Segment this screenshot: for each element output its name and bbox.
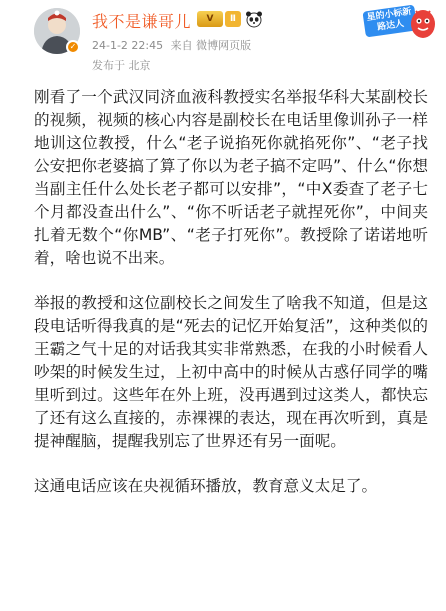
post-location: 发布于 北京: [92, 59, 151, 72]
mascot-icon: [408, 6, 438, 40]
post-meta: [92, 37, 255, 53]
post-content: [34, 86, 428, 498]
post-paragraph-1: 刚看了一个武汉同济血液科教授实名举报华科大某副校长的视频，视频的核心内容是副校长在电话里像训孙子一样地训这位教授，什么“老子说掐死你就掐死你”、“老子找公安把你老婆搞了算了你以为老子搞不定吗”、什么“你想当副主任什么处长老子都可以安排”，“中X委查了老子七个月都没查出什么”、“你不听话老子就捏死你”，中间夹扎着无数个“你MB”、“老子打死你”。教授除了诺诺地听着，啥也说不出来。: [34, 88, 428, 267]
decorative-sticker: [356, 2, 440, 56]
username[interactable]: 我不是谦哥儿: [92, 12, 192, 31]
post-header: [0, 0, 446, 78]
post-paragraph-3: 这通电话应该在央视循环播放，教育意义太足了。: [34, 477, 378, 495]
post-timestamp: 24-1-2 22:45: [92, 39, 164, 52]
post-paragraph-2: 举报的教授和这位副校长之间发生了啥我不知道，但是这段电话听得我真的是“死去的记忆开始复活”，这种类似的王霸之气十足的对话我其实非常熟悉，在我的小时候看人吵架的时候发生过，上初中高中的时候从古惑仔同学的嘴里听到过。这些年在外上班，没再遇到过这类人，都快忘了还有这么直接的，赤裸裸的表达，现在再次听到，真是提神醒脑，提醒我别忘了世界还有另一面呢。: [34, 294, 428, 450]
vip-badge-icon: V: [197, 11, 223, 27]
level-badge-icon: Ⅱ: [225, 11, 241, 27]
post-source[interactable]: 来自 微博网页版: [170, 39, 252, 52]
verified-badge-icon: ✓: [66, 40, 80, 54]
sticker-label: 星的小标新路达人: [362, 5, 417, 38]
panda-icon: [244, 9, 264, 29]
